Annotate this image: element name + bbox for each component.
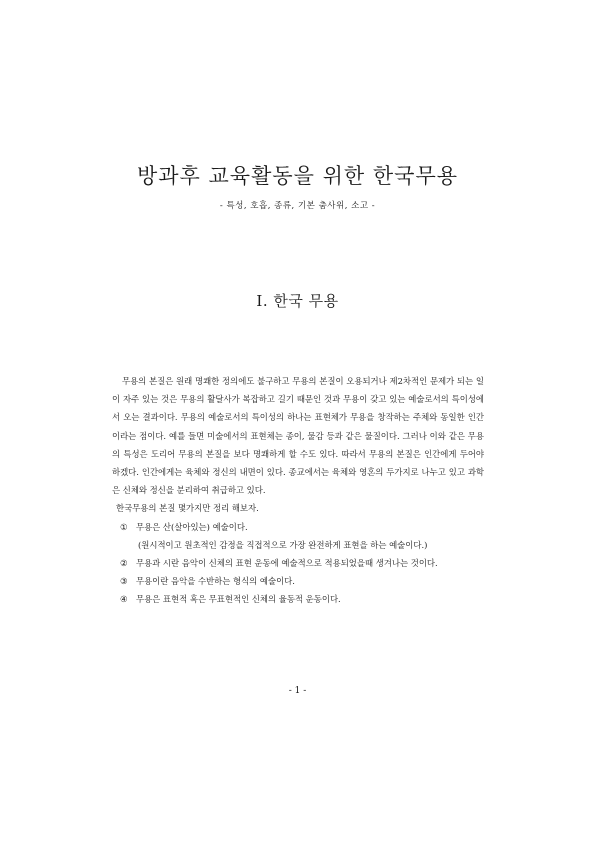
list-item-number: ① (120, 521, 128, 532)
list-item-text: 무용과 시란 음악이 신체의 표현 운동에 예술적으로 적용되었을때 생겨나는 것이다. (136, 558, 438, 569)
list-item (112, 554, 484, 572)
page-number: - 1 - (288, 686, 307, 696)
list-item-note: (원시적이고 원초적인 감정을 직접적으로 가장 완전하게 표현을 하는 예술이다.) (138, 539, 428, 550)
document-body (112, 372, 484, 609)
list-item-number: ③ (120, 576, 128, 587)
body-paragraph: 무용의 본질은 원래 명쾌한 정의에도 불구하고 무용의 본질이 오용되거나 제2차적인 문제가 되는 일이 자주 있는 것은 무용의 활달사가 복잡하고 길기 때문인 것과 무용이 갖고 있는 예술로서의 특이성에서 오는 결과이다. 무용의 예술로서의 특이성의 하나는 표현체가 무용을 창작하는 주체와 동일한 인간이라는 점이다. 예를 들면 미술에서의 표현체는 종이, 물감 등과 같은 물질이다. 그러나 이와 같은 무용의 특성은 도리어 무용의 본질을 보다 명쾌하게 할 수도 있다. 따라서 무용의 본질은 인간에게 두어야 하겠다. 인간에게는 육체와 정신의 내면이 있다. 종교에서는 육체와 영혼의 두가지로 나누고 있고 과학은 신체와 정신을 분리하여 취급하고 있다. (112, 376, 484, 496)
summary-intro: 한국무용의 본질 몇가지만 정리 해보자. (116, 503, 259, 514)
section-heading: Ⅰ. 한국 무용 (256, 292, 339, 310)
list-item-number: ② (120, 558, 128, 569)
list-item (112, 590, 484, 608)
list-item-text: 무용은 표현적 혹은 무표현적인 신체의 율동적 운동이다. (136, 594, 341, 605)
list-item-number: ④ (120, 594, 128, 605)
list-item-text: 무용이란 음악을 수반하는 형식의 예술이다. (136, 576, 295, 587)
list-item-text: 무용은 산(살아있는) 예술이다. (136, 521, 248, 532)
list-item (112, 572, 484, 590)
document-subtitle: - 특성, 호흡, 종류, 기본 춤사위, 소고 - (219, 201, 376, 211)
list-item (112, 518, 484, 536)
document-title: 방과후 교육활동을 위한 한국무용 (136, 164, 459, 188)
